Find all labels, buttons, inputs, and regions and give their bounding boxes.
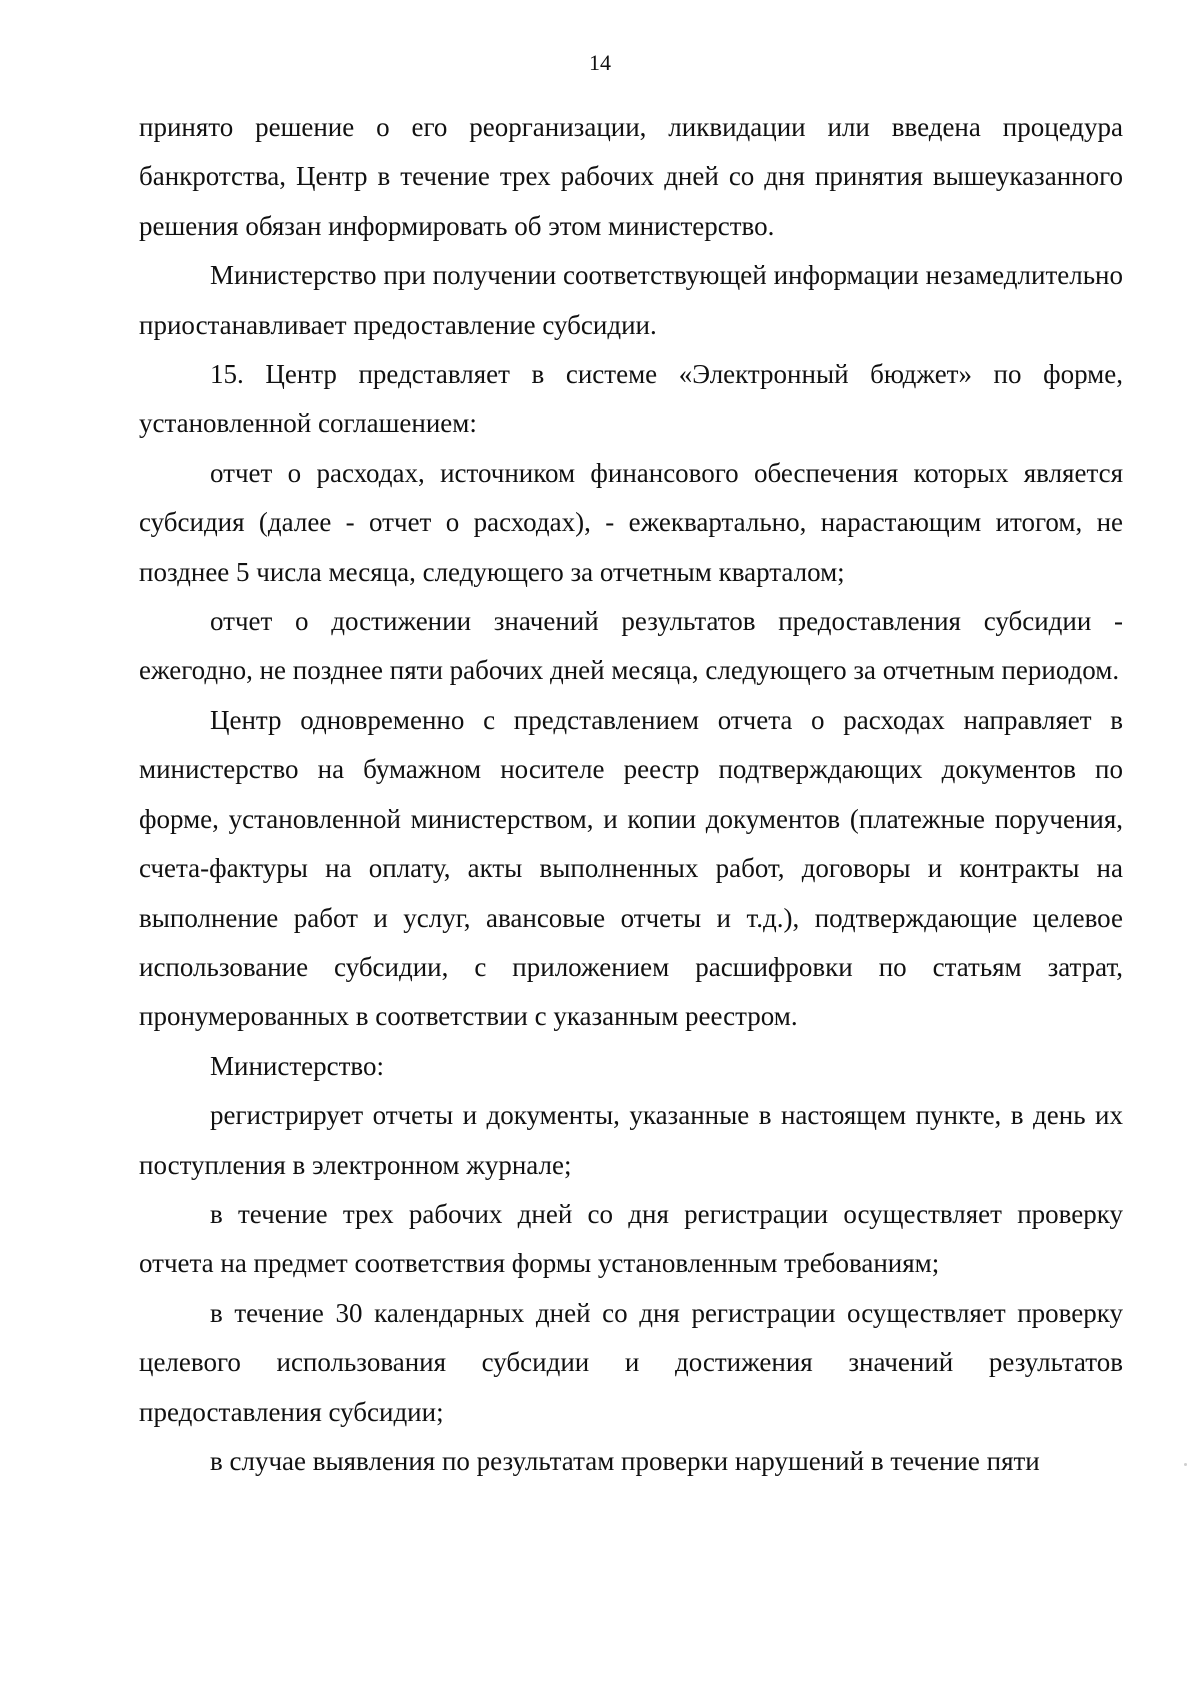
paragraph-ministry-suspension: Министерство при получении соответствующей информации незамедлительно приостанавливает предоставление субсидии.: [139, 260, 1123, 340]
paragraph-form-check: в течение трех рабочих дней со дня регистрации осуществляет проверку отчета на предмет соответствия формы установленным требованиям;: [139, 1198, 1123, 1279]
paragraph-bankruptcy-notice: принято решение о его реорганизации, ликвидации или введена процедура банкротства, Центр в течение трех рабочих дней со дня принятия вышеуказанного решения обязан информировать об этом министерство.: [139, 112, 1123, 241]
paragraph-ministry-heading: Министерство:: [210, 1050, 384, 1081]
paragraph-usage-check: в течение 30 календарных дней со дня регистрации осуществляет проверку целевого использования субсидии и достижения значений результатов предоставления субсидии;: [139, 1297, 1123, 1427]
paragraph-expense-report: отчет о расходах, источником финансового обеспечения которых является субсидия (далее - отчет о расходах), - ежеквартально, нарастающим итогом, не позднее 5 числа месяца, следующего за отчетным кварталом;: [139, 457, 1123, 587]
document-body: [139, 103, 1123, 1486]
page-number: 14: [589, 50, 611, 75]
paragraph-results-report: отчет о достижении значений результатов предоставления субсидии - ежегодно, не позднее пяти рабочих дней месяца, следующего за отчетным периодом.: [139, 606, 1123, 686]
paragraph-reporting-clause-15: 15. Центр представляет в системе «Электронный бюджет» по форме, установленной соглашением:: [139, 359, 1123, 439]
paragraph-supporting-documents: Центр одновременно с представлением отчета о расходах направляет в министерство на бумажном носителе реестр подтверждающих документов по форме, установленной министерством, и копии документов (платежные поручения, счета-фактуры на оплату, акты выполненных работ, договоры и контракты на выполнение работ и услуг, авансовые отчеты и т.д.), подтверждающие целевое использование субсидии, с приложением расшифровки по статьям затрат, пронумерованных в соответствии с указанным реестром.: [139, 704, 1123, 1032]
paragraph-registration: регистрирует отчеты и документы, указанные в настоящем пункте, в день их поступления в электронном журнале;: [139, 1100, 1123, 1180]
paragraph-violations: в случае выявления по результатам проверки нарушений в течение пяти: [210, 1445, 1040, 1476]
scan-artifact: [1184, 1463, 1187, 1466]
